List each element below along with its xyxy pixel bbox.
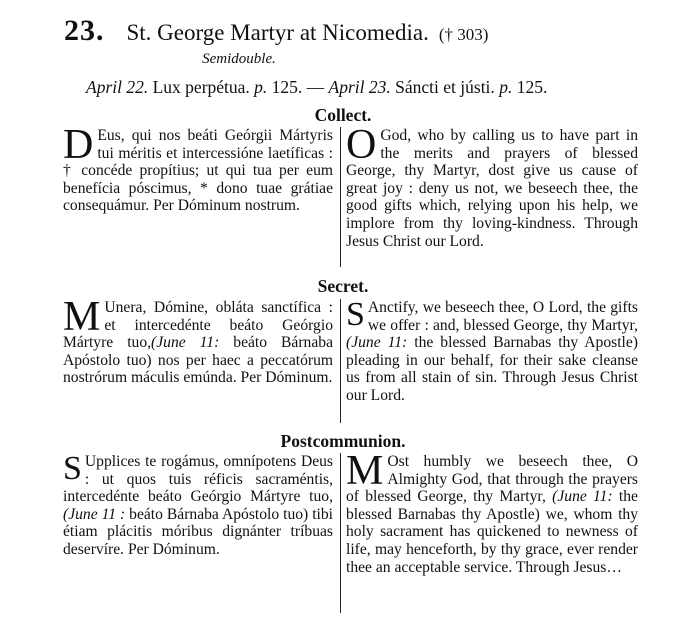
- postcommunion-english-italic: (June 11:: [552, 488, 613, 506]
- chant-first-page-number: 125.: [271, 77, 303, 97]
- collect-heading: Collect.: [314, 105, 372, 125]
- secret-heading: Secret.: [317, 276, 369, 296]
- chant-second-page-label: p.: [499, 77, 513, 97]
- chant-separator: —: [306, 77, 325, 97]
- postcommunion-latin-before: Upplices te rogámus, omnípotens Deus : ut quos tuis réficis sacraméntis, intercedénte beáto Geórgio Mártyre tuo,: [63, 453, 333, 506]
- postcommunion-english-after: the blessed Barnabas thy Apostle) we, whom thy holy sacrament has quickened to newness of life, may henceforth, by thy grace, ever render thee an acceptable service. Through Jesus…: [346, 488, 638, 576]
- postcommunion-english-before: Ost humbly we beseech thee, O Almighty God, that through the prayers of blessed George, thy Martyr,: [346, 453, 638, 506]
- secret-latin-after: beáto Bárnaba Apóstolo tuo) nos per haec a peccatórum nostrórum máculis emúnda. Per Dóminum.: [63, 334, 333, 387]
- postcommunion-latin: [63, 450, 333, 559]
- title-line: [64, 14, 666, 48]
- secret-latin-initial: M: [63, 294, 101, 340]
- postcommunion-heading: Postcommunion.: [280, 431, 406, 451]
- collect-english: [340, 122, 638, 267]
- secret-english: [340, 296, 638, 423]
- postcommunion-english-initial: M: [346, 448, 384, 494]
- chant-first-page-label: p.: [254, 77, 268, 97]
- chant-references: [86, 77, 547, 98]
- collect-english-initial: O: [346, 122, 377, 168]
- secret-latin: [63, 294, 333, 387]
- chant-second-text: Sáncti et jústi.: [395, 77, 495, 97]
- secret-english-initial: S: [346, 296, 365, 333]
- chant-second-date: April 23.: [328, 77, 391, 97]
- chant-second-page-number: 125.: [516, 77, 548, 97]
- postcommunion-latin-initial: S: [63, 450, 82, 487]
- collect-latin: [63, 122, 333, 215]
- feast-header: [64, 14, 666, 48]
- chant-first-text: Lux perpétua.: [152, 77, 250, 97]
- secret-latin-italic: (June 11:: [151, 334, 220, 352]
- collect-english-text: God, who by calling us to have part in the merits and prayers of blessed George, thy Martyr, dost give us cause of great joy : deny us not, we beseech thee, the good gifts which, relying upon his help, we implore from thy loving-kindness. Through Jesus Christ our Lord.: [346, 127, 638, 250]
- postcommunion-english: [340, 448, 638, 613]
- chant-first-date: April 22.: [86, 77, 149, 97]
- feast-number: 23.: [64, 14, 105, 47]
- postcommunion-latin-italic: (June 11 :: [63, 505, 126, 523]
- collect-latin-initial: D: [63, 122, 94, 168]
- secret-english-before: Anctify, we beseech thee, O Lord, the gifts we offer : and, blessed George, thy Martyr,: [367, 299, 638, 334]
- collect-latin-text: Eus, qui nos beáti Geórgii Mártyris tui méritis et intercessióne laetíficas : † concéde propítius; ut qui tua per eum benefícia póscimus, * dono tuae grátiae consequámur. Per Dóminum nostrum.: [63, 127, 333, 215]
- secret-latin-before: Unera, Dómine, obláta sanctífica : et intercedénte beáto Geórgio Mártyre tuo,: [63, 299, 333, 352]
- feast-death-year: († 303): [438, 25, 489, 44]
- secret-english-after: the blessed Barnabas thy Apostle) pleading in our behalf, for their sake cleanse us from all stain of sin. Through Jesus Christ our Lord.: [346, 334, 638, 404]
- secret-english-italic: (June 11:: [346, 334, 408, 352]
- feast-title: St. George Martyr at Nicomedia.: [126, 20, 429, 45]
- postcommunion-latin-after: beáto Bárnaba Apóstolo tuo) tibi étiam plácitis móribus dignánter tríbuas deservíre. Per Dóminum.: [63, 505, 333, 558]
- feast-rank: Semidouble.: [202, 51, 276, 67]
